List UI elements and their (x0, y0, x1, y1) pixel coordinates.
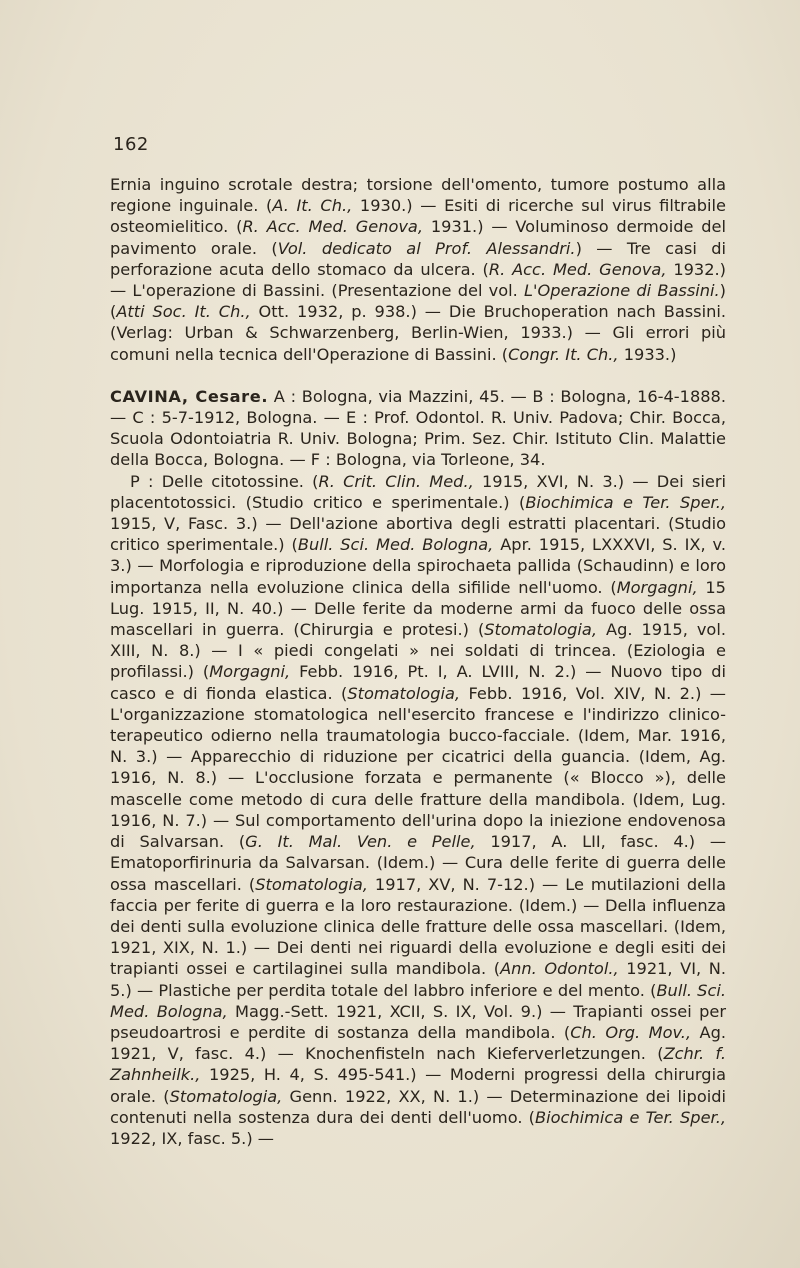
text-span: 1917, A. LII, fasc. 4.) — Ematoporfirinuria da Salvarsan. (Idem.) — Cura delle ferite di guerra delle ossa mascellari. ( (110, 832, 727, 894)
journal-citation: A. It. Ch., (272, 196, 353, 216)
journal-citation: G. It. Mal. Ven. e Pelle, (245, 832, 476, 852)
journal-citation: Ch. Org. Mov., (570, 1022, 692, 1042)
text-span: 1925, H. 4, S. 495-541.) — Moderni progressi della chirurgia orale. ( (110, 1065, 726, 1106)
text-span: ) ( (110, 281, 726, 322)
journal-citation: Bull. Sci. Med. Bologna, (297, 535, 494, 555)
journal-citation: Stomatologia, (255, 874, 368, 894)
journal-citation: Zchr. f. Zahnheilk., (110, 1044, 726, 1085)
page-number: 162 (113, 134, 149, 155)
journal-citation: Stomatologia, (484, 620, 597, 640)
journal-citation: Atti Soc. It. Ch., (116, 302, 251, 322)
text-span: 1921, VI, N. 5.) — Plastiche per perdita totale del labbro inferiore e del mento. ( (110, 959, 727, 1000)
journal-citation: R. Crit. Clin. Med., (318, 471, 474, 491)
author-name: CAVINA, Cesare. (110, 386, 269, 406)
text-span: Genn. 1922, XX, N. 1.) — Determinazione dei lipoidi contenuti nella sostenza dura dei denti dell'uomo. ( (110, 1086, 727, 1127)
text-span: 1922, IX, fasc. 5.) — (110, 1128, 274, 1148)
journal-citation: Morgagni, (616, 577, 698, 597)
text-span: Febb. 1916, Vol. XIV, N. 2.) — L'organizzazione stomatologica nell'esercito francese e l'indirizzo clinico-terapeutico odierno nella traumatologia bucco-facciale. (Idem, Mar. 1916, N. 3.) — Apparecchio di riduzione per cicatrici della guancia. (Idem, Ag. 1916, N. 8.) — L'occlusione forzata e permanente (« Blocco »), delle mascelle come metodo di cura delle fratture della mandibola. (Idem, Lug. 1916, N. 7.) — Sul comportamento dell'urina dopo la iniezione endovenosa di Salvarsan. ( (110, 683, 726, 852)
text-span: 1932.) — L'operazione di Bassini. (Presentazione del vol. (110, 259, 726, 301)
journal-citation: Vol. dedicato al Prof. Alessandri. (277, 238, 576, 258)
text-span: ) — Tre casi di perforazione acuta dello stomaco da ulcera. ( (110, 238, 727, 279)
journal-citation: Morgagni, (209, 662, 291, 682)
text-span: Ott. 1932, p. 938.) — Die Bruchoperation nach Bassini. (Verlag: Urban & Schwarzenberg, Berlin-Wien, 1933.) — Gli errori più comuni nella tecnica dell'Operazione di Bassini. ( (110, 302, 727, 364)
text-span: Apr. 1915, LXXXVI, S. IX, v. 3.) — Morfologia e riproduzione della spirochaeta pallida (Schaudinn) e loro importanza nella evoluzione clinica della sifilide nell'uomo. ( (110, 535, 726, 597)
text-span: Febb. 1916, Pt. I, A. LVIII, N. 2.) — Nuovo tipo di casco e di fionda elastica. ( (110, 662, 726, 703)
journal-citation: Ann. Odontol., (500, 959, 619, 979)
text-span: Ag. 1915, vol. XIII, N. 8.) — I « piedi congelati » nei soldati di trincea. (Eziologia e profilassi.) ( (110, 620, 726, 682)
paragraph-continuation (110, 174, 726, 365)
text-span: 1917, XV, N. 7-12.) — Le mutilazioni della faccia per ferite di guerra e la loro restaurazione. (Idem.) — Della influenza dei denti sulla evoluzione clinica delle fratture delle ossa mascellari. (Idem, 1921, XIX, N. 1.) — Dei denti nei riguardi della evoluzione e degli esiti dei trapianti ossei e cartilaginei sulla mandibola. ( (110, 874, 726, 979)
text-span: Ernia inguino scrotale destra; torsione dell'omento, tumore postumo alla regione inguinale. ( (110, 175, 726, 216)
text-span: Ag. 1921, V, fasc. 4.) — Knochenfisteln nach Kieferverletzungen. ( (110, 1022, 726, 1064)
journal-citation: Bull. Sci. Med. Bologna, (110, 980, 726, 1021)
journal-citation: R. Acc. Med. Genova, (242, 217, 424, 237)
journal-citation: R. Acc. Med. Genova, (488, 259, 667, 279)
journal-citation: Congr. It. Ch., (508, 344, 619, 364)
text-span: 1930.) — Esiti di ricerche sul virus filtrabile osteomielitico. ( (110, 196, 726, 237)
body-text (110, 174, 726, 1149)
text-span: 15 Lug. 1915, II, N. 40.) — Delle ferite da moderne armi da fuoco delle ossa mascellari in guerra. (Chirurgia e protesi.) ( (110, 577, 726, 640)
text-span: 1915, XVI, N. 3.) — Dei sieri placentotossici. (Studio critico e sperimentale.) ( (110, 471, 726, 512)
text-span: 1931.) — Voluminoso dermoide del pavimento orale. ( (110, 217, 727, 258)
text-span: Magg.-Sett. 1921, XCII, S. IX, Vol. 9.) — Trapianti ossei per pseudoartrosi e perdite di sostanza della mandibola. ( (110, 1001, 726, 1042)
text-span: 1915, V, Fasc. 3.) — Dell'azione abortiva degli estratti placentari. (Studio critico sperimentale.) ( (110, 514, 726, 555)
publications-paragraph (110, 471, 726, 1150)
text-span: A : Bologna, via Mazzini, 45. — B : Bologna, 16-4-1888. — C : 5-7-1912, Bologna. — E : Prof. Odontol. R. Univ. Padova; Chir. Bocca, Scuola Odontoiatria R. Univ. Bologna; Prim. Sez. Chir. Istituto Clin. Malattie della Bocca, Bologna. — F : Bologna, via Torleone, 34. (110, 386, 726, 470)
journal-citation: Stomatologia, (347, 683, 461, 703)
journal-citation: Biochimica e Ter. Sper., (535, 1107, 726, 1127)
journal-citation: Stomatologia, (169, 1086, 283, 1106)
text-span: 1933.) (618, 344, 677, 364)
journal-citation: Biochimica e Ter. Sper., (525, 492, 726, 512)
biography-entry (110, 386, 726, 471)
book-title: L'Operazione di Bassini. (524, 281, 720, 301)
text-span: P : Delle citotossine. ( (130, 471, 319, 491)
